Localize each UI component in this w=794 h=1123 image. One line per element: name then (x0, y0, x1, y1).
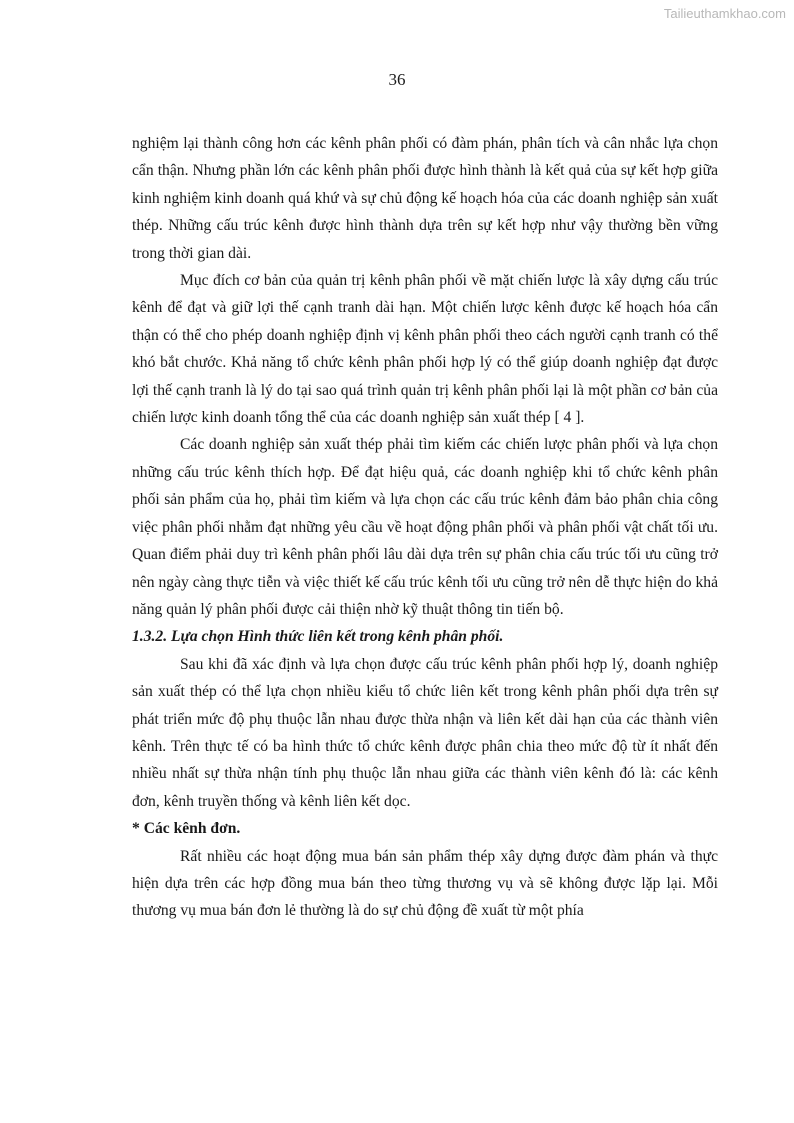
page-number: 36 (388, 70, 406, 89)
paragraph: Mục đích cơ bản của quản trị kênh phân phối về mặt chiến lược là xây dựng cấu trúc kênh để đạt và giữ lợi thế cạnh tranh dài hạn. Một chiến lược kênh được kế hoạch hóa cẩn thận có thể cho phép doanh nghiệp định vị kênh phân phối theo cách người cạnh tranh có thể khó bắt chước. Khả năng tổ chức kênh phân phối hợp lý có thể giúp doanh nghiệp đạt được lợi thế cạnh tranh là lý do tại sao quá trình quản trị kênh phân phối lại là một phần cơ bản của chiến lược kinh doanh tổng thể của các doanh nghiệp sản xuất thép [ 4 ]. (132, 272, 718, 427)
watermark: Tailieuthamkhao.com (663, 6, 786, 21)
paragraph: Rất nhiều các hoạt động mua bán sản phẩm thép xây dựng được đàm phán và thực hiện dựa trên các hợp đồng mua bán theo từng thương vụ và sẽ không được lặp lại. Mỗi thương vụ mua bán đơn lẻ thường là do sự chủ động đề xuất từ một phía (132, 847, 718, 920)
section-heading: 1.3.2. Lựa chọn Hình thức liên kết trong kênh phân phối. (132, 628, 504, 646)
paragraph: Các doanh nghiệp sản xuất thép phải tìm kiếm các chiến lược phân phối và lựa chọn những cấu trúc kênh thích hợp. Để đạt hiệu quả, các doanh nghiệp khi tổ chức kênh phân phối sản phẩm của họ, phải tìm kiếm và lựa chọn các cấu trúc kênh đảm bảo phân chia công việc phân phối nhằm đạt những yêu cầu về hoạt động phân phối và phân phối vật chất tối ưu. Quan điểm phải duy trì kênh phân phối lâu dài dựa trên sự phân chia cấu trúc tối ưu cũng trở nên ngày càng thực tiễn và việc thiết kế cấu trúc kênh tối ưu cũng trở nên dễ thực hiện do khả năng quản lý phân phối được cải thiện nhờ kỹ thuật thông tin tiến bộ. (132, 436, 718, 618)
paragraph-continuation: nghiệm lại thành công hơn các kênh phân phối có đàm phán, phân tích và cân nhắc lựa chọn cẩn thận. Nhưng phần lớn các kênh phân phối được hình thành là kết quả của sự kết hợp giữa kinh nghiệm kinh doanh quá khứ và sự chủ động kế hoạch hóa của các doanh nghiệp sản xuất thép. Những cấu trúc kênh được hình thành dựa trên sự kết hợp như vậy thường bền vững trong thời gian dài. (132, 135, 718, 262)
paragraph: Sau khi đã xác định và lựa chọn được cấu trúc kênh phân phối hợp lý, doanh nghiệp sản xuất thép có thể lựa chọn nhiều kiểu tổ chức liên kết trong kênh phân phối dựa trên sự phát triển mức độ phụ thuộc lẫn nhau được thừa nhận và liên kết dài hạn của các thành viên kênh. Trên thực tế có ba hình thức tổ chức kênh được phân chia theo mức độ từ ít nhất đến nhiều nhất sự thừa nhận tính phụ thuộc lẫn nhau giữa các thành viên kênh đó là: các kênh đơn, kênh truyền thống và kênh liên kết dọc. (132, 655, 718, 810)
subsection-heading: * Các kênh đơn. (132, 820, 241, 838)
document-body (132, 130, 718, 925)
